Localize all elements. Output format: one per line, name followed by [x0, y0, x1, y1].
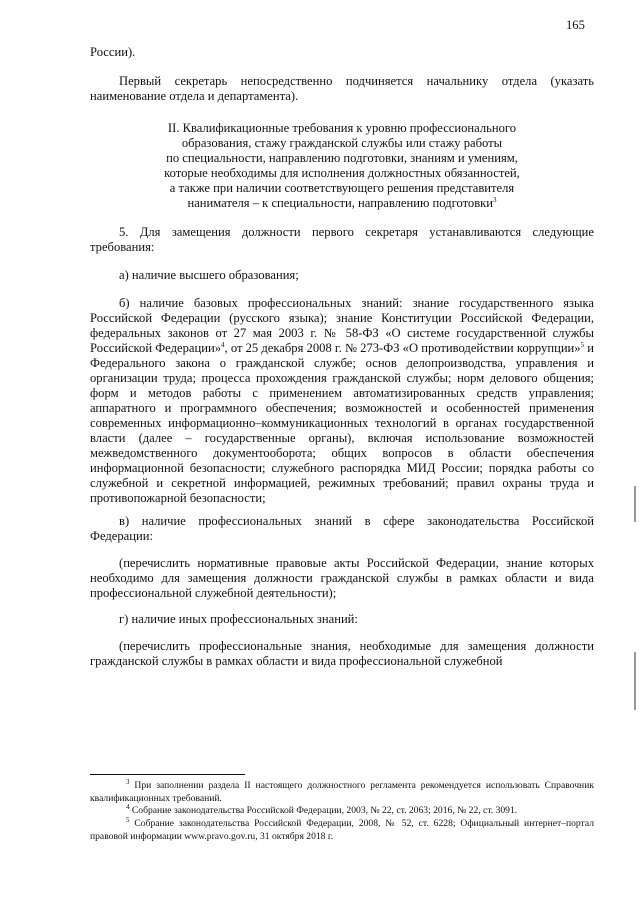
scan-edge-mark	[634, 486, 636, 522]
footnote-ref-4: 4	[221, 340, 225, 349]
heading-line-2: образования, стажу гражданской службы или стажу работы	[181, 136, 503, 150]
heading-line-5: а также при наличии соответствующего решения представителя	[169, 181, 515, 195]
footnote-mark-5: 5	[126, 815, 130, 824]
footnote-3-text: При заполнении раздела II настоящего должностного регламента рекомендуется использовать Справочник квалификационных требований.	[90, 780, 594, 804]
footnote-ref-5: 5	[580, 340, 585, 349]
footnote-ref-3: 3	[493, 195, 497, 204]
item-v: в) наличие профессиональных знаний в сфере законодательства Российской Федерации:	[90, 514, 594, 543]
footnote-4	[90, 802, 594, 818]
item-g: г) наличие иных профессиональных знаний:	[119, 612, 358, 626]
page-number: 165	[566, 18, 585, 32]
footnote-3	[90, 777, 594, 805]
heading-line-6	[90, 196, 594, 211]
item-v-instruction: (перечислить нормативные правовые акты Российской Федерации, знание которых необходимо для замещения должности гражданской службы в рамках области и вида профессиональной служебной деятельности);	[90, 556, 594, 600]
item-a: а) наличие высшего образования;	[119, 268, 299, 282]
section-heading	[90, 121, 594, 211]
heading-line-6-text: нанимателя – к специальности, направлению подготовки	[187, 196, 494, 210]
heading-line-3: по специальности, направлению подготовки, знаниям и умениям,	[166, 151, 518, 165]
footnote-5	[90, 815, 594, 843]
item-b-text-1: б) наличие базовых профессиональных знаний: знание государственного языка Российской Федерации (русского языка); знание Конституции Российской Федерации, федеральных законов от 27 мая 2003 г. № 58-ФЗ «О системе государственной службы Российской Федерации»	[90, 296, 594, 355]
heading-line-4: которые необходимы для исполнения должностных обязанностей,	[164, 166, 520, 180]
footnote-separator	[90, 774, 245, 775]
footnote-mark-4: 4	[126, 802, 130, 811]
scan-edge-mark	[634, 652, 636, 710]
paragraph-subordination: Первый секретарь непосредственно подчиняется начальнику отдела (указать наименование отдела и департамента).	[90, 74, 594, 103]
paragraph-continuation: России).	[90, 45, 136, 59]
item-b	[90, 296, 594, 506]
item-g-instruction: (перечислить профессиональные знания, необходимые для замещения должности гражданской службы в рамках области и вида профессиональной служебной	[90, 639, 594, 668]
item-b-text-3: и Федерального закона о гражданской службе; основ делопроизводства, управления и организации труда; процесса прохождения гражданской службы; норм делового общения; форм и методов работы с применением автоматизированных средств управления; аппаратного и программного обеспечения; возможностей и особенностей применения современных информационно–коммуникационных технологий в органах государственной власти (далее – государственные органы), включая использование возможностей межведомственного документооборота; общих вопросов в области обеспечения информационной безопасности; служебного распорядка МИД России; порядка работы со служебной и секретной информацией, режимных требований; правил охраны труда и противопожарной безопасности;	[90, 341, 594, 505]
paragraph-5: 5. Для замещения должности первого секретаря устанавливаются следующие требования:	[90, 225, 594, 254]
footnote-5-text: Собрание законодательства Российской Федерации, 2008, № 52, ст. 6228; Официальный интернет–портал правовой информации www.pravo.gov.ru, 31 октября 2018 г.	[90, 818, 594, 842]
footnote-4-text: Собрание законодательства Российской Федерации, 2003, № 22, ст. 2063; 2016, № 22, ст. 3091.	[129, 805, 518, 816]
heading-line-1: II. Квалификационные требования к уровню профессионального	[167, 121, 517, 135]
footnote-mark-3: 3	[126, 777, 130, 786]
item-b-text-2: , от 25 декабря 2008 г. № 273-ФЗ «О противодействии коррупции»	[224, 341, 581, 355]
